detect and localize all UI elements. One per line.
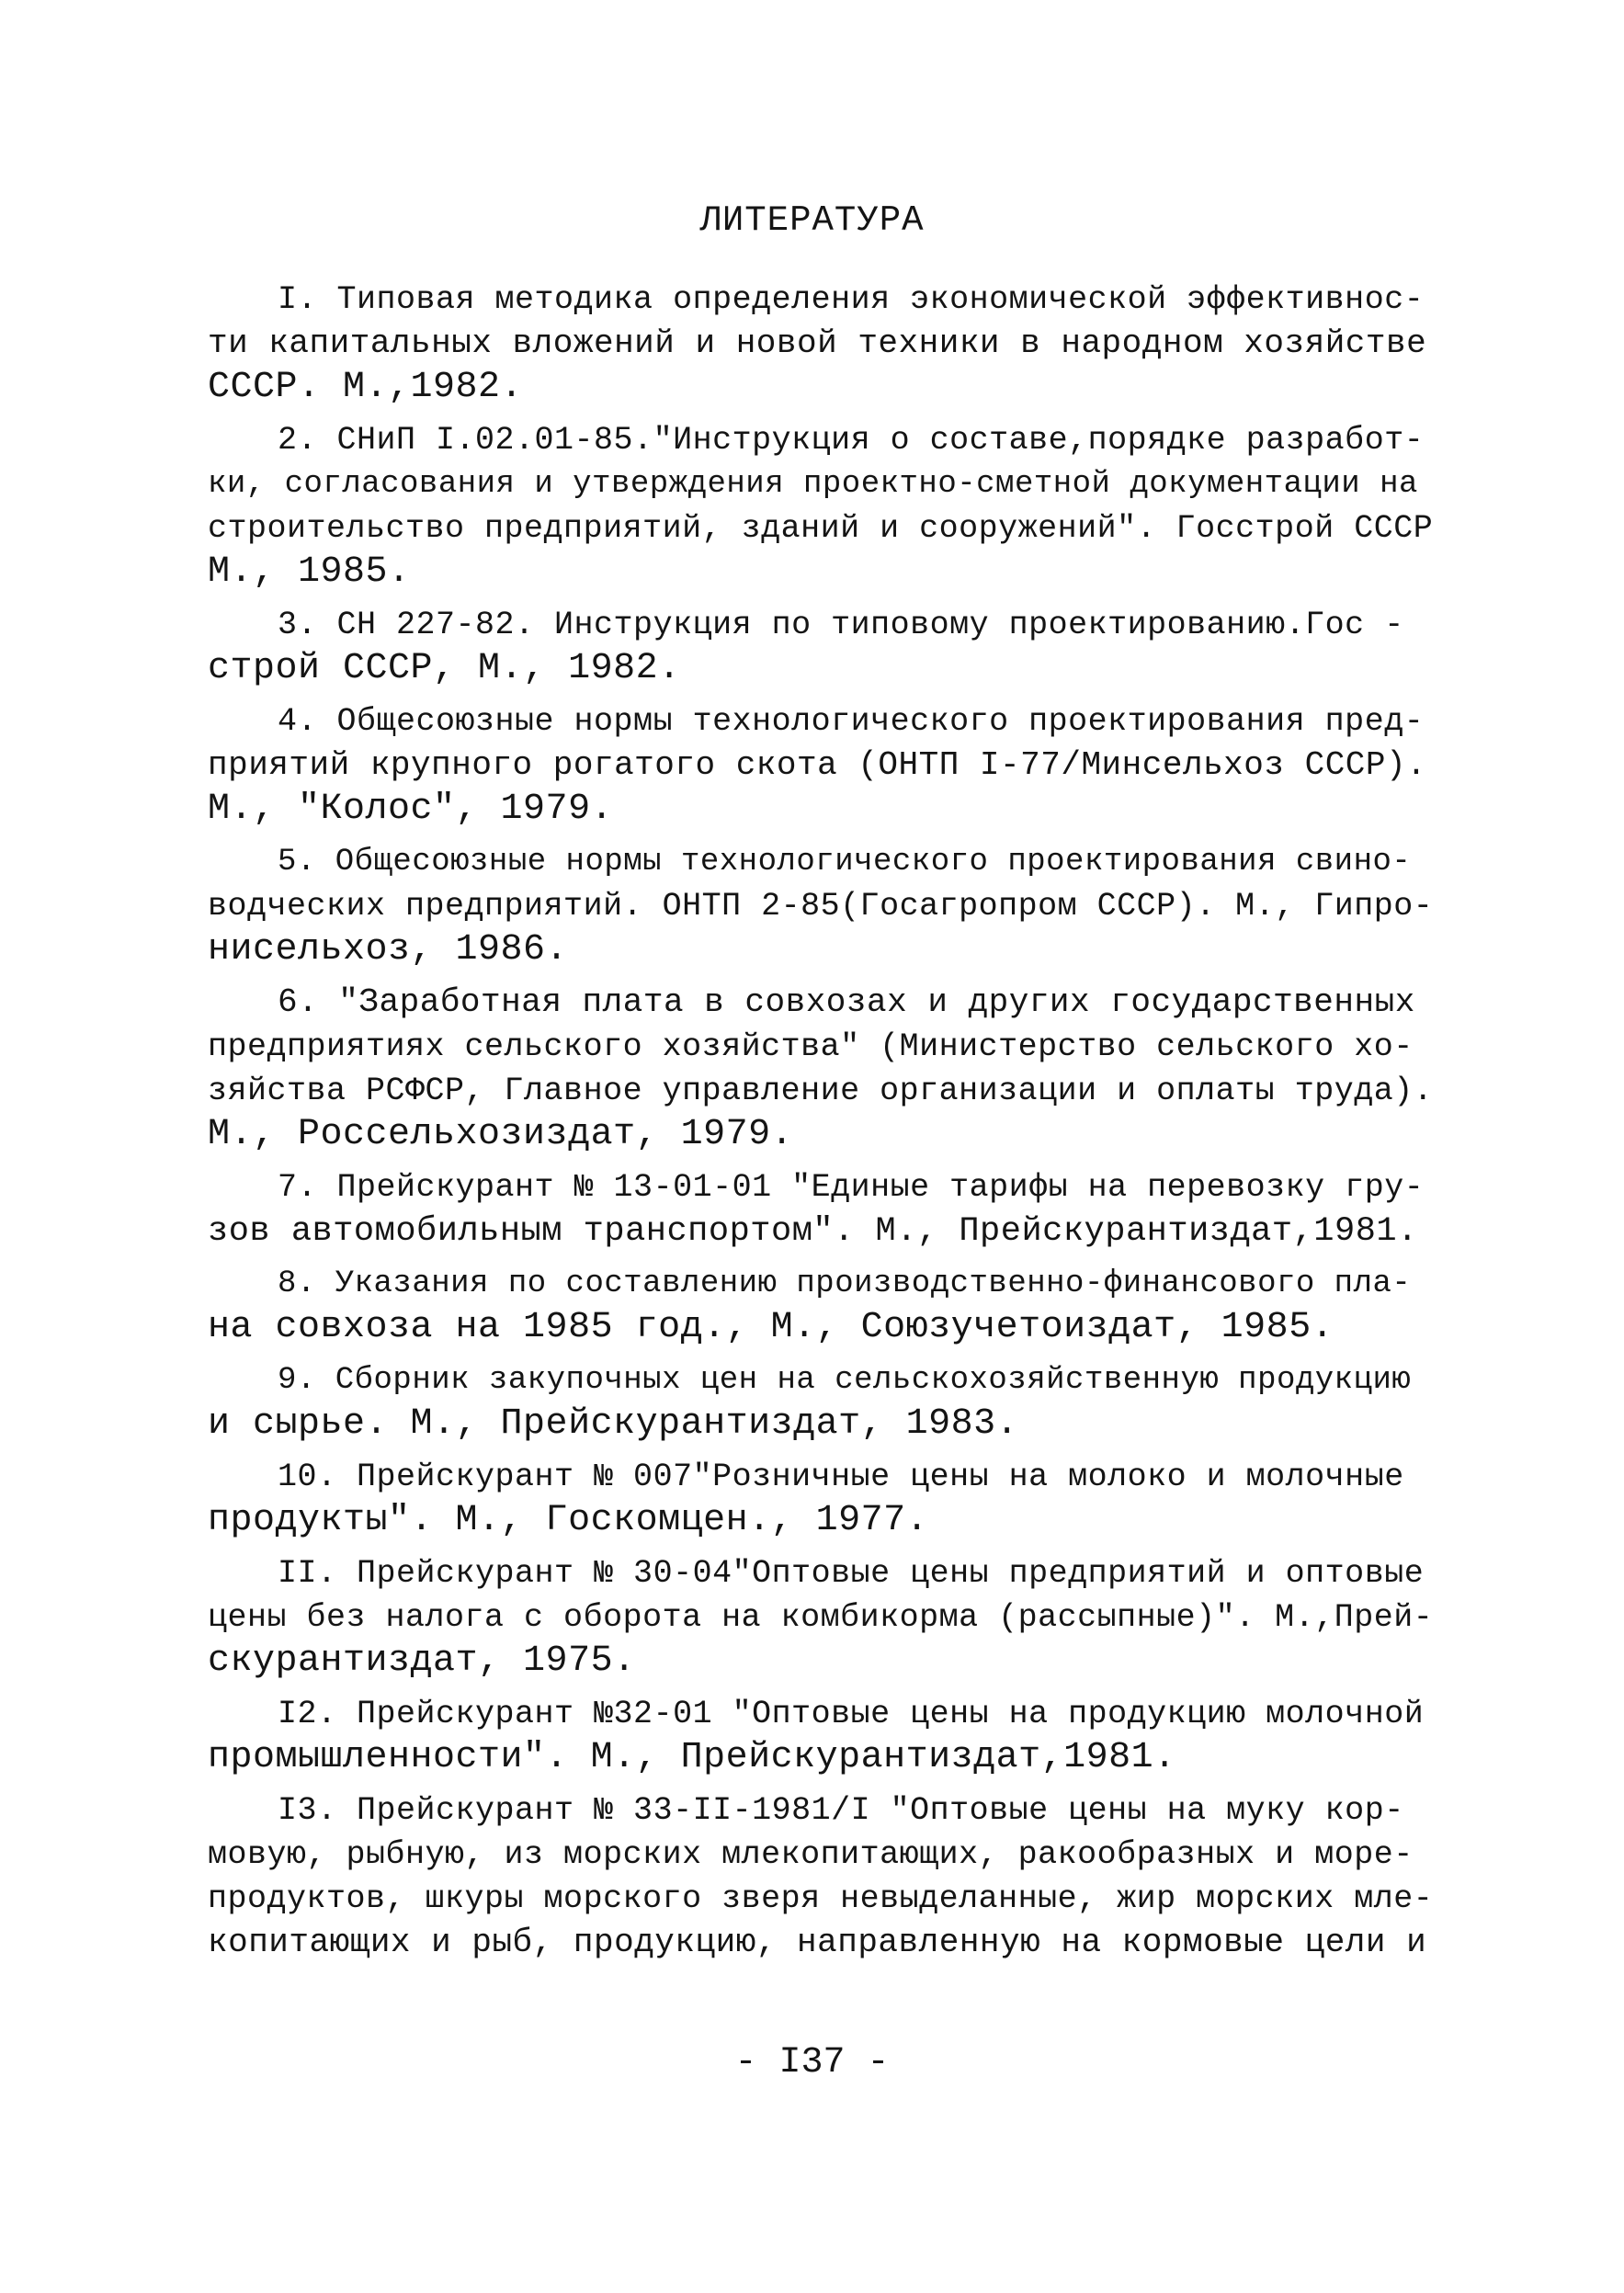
text-line: нисельхоз, 1986. [208, 929, 569, 971]
text-line: 3. СН 227-82. Инструкция по типовому проектированию.Гос - [278, 607, 1404, 643]
text-line: приятий крупного рогатого скота (ОНТП I-77/Минсельхоз СССР). [208, 746, 1427, 784]
text-line: 2. СНиП I.02.01-85."Инструкция о составе,порядке разработ- [278, 422, 1425, 459]
text-line: цены без налога с оборота на комбикорма (рассыпные)". М.,Прей- [208, 1599, 1434, 1636]
text-line: I2. Прейскурант №32-01 "Оптовые цены на продукцию молочной [278, 1696, 1425, 1732]
text-line: М., "Колос", 1979. [208, 789, 614, 830]
text-line: II. Прейскурант № 30-04"Оптовые цены предприятий и оптовые [278, 1555, 1425, 1592]
text-line: I3. Прейскурант № 33-II-1981/I "Оптовые цены на муку кор- [278, 1792, 1404, 1829]
text-line: скурантиздат, 1975. [208, 1640, 636, 1682]
text-line: строй СССР, М., 1982. [208, 648, 681, 689]
text-line: предприятиях сельского хозяйства" (Министерство сельского хо- [208, 1028, 1414, 1065]
text-line: 4. Общесоюзные нормы технологического проектирования пред- [278, 703, 1425, 740]
text-line: и сырье. М., Прейскурантиздат, 1983. [208, 1403, 1019, 1445]
text-line: 7. Прейскурант № 13-01-01 "Единые тарифы на перевозку гру- [278, 1169, 1425, 1206]
text-line: 5. Общесоюзные нормы технологического проектирования свино- [278, 845, 1412, 880]
text-line: строительство предприятий, зданий и сооружений". Госстрой СССР [208, 510, 1434, 547]
text-line: продуктов, шкуры морского зверя невыделанные, жир морских мле- [208, 1880, 1434, 1917]
text-line: зов автомобильным транспортом". М., Прейскурантиздат,1981. [208, 1212, 1418, 1251]
text-line: 10. Прейскурант № 007"Розничные цены на молоко и молочные [278, 1459, 1404, 1495]
text-line: 9. Сборник закупочных цен на сельскохозяйственную продукцию [278, 1363, 1412, 1398]
text-line: ки, согласования и утверждения проектно-сметной документации на [208, 467, 1418, 502]
text-line: на совхоза на 1985 год., М., Союзучетоиздат, 1985. [208, 1307, 1334, 1348]
text-line: ти капитальных вложений и новой техники в народном хозяйстве [208, 324, 1427, 362]
text-line: М., 1985. [208, 551, 411, 593]
text-line: водческих предприятий. ОНТП 2-85(Госагропром СССР). М., Гипро- [208, 888, 1434, 925]
page-heading: ЛИТЕРАТУРА [699, 200, 925, 241]
text-line: СССР. М.,1982. [208, 367, 524, 408]
page-number: - I37 - [734, 2042, 890, 2083]
text-line: М., Россельхозиздат, 1979. [208, 1114, 794, 1155]
text-line: I. Типовая методика определения экономической эффективнос- [278, 281, 1425, 318]
text-line: зяйства РСФСР, Главное управление организации и оплаты труда). [208, 1073, 1434, 1109]
text-line: копитающих и рыб, продукцию, направленную на кормовые цели и [208, 1924, 1427, 1961]
text-line: продукты". М., Госкомцен., 1977. [208, 1500, 929, 1541]
text-line: мовую, рыбную, из морских млекопитающих, ракообразных и море- [208, 1836, 1414, 1873]
text-line: промышленности". М., Прейскурантиздат,1981. [208, 1737, 1176, 1778]
text-line: 8. Указания по составлению производственно-финансового пла- [278, 1266, 1412, 1301]
text-line: 6. "Заработная плата в совхозах и других государственных [278, 983, 1415, 1021]
